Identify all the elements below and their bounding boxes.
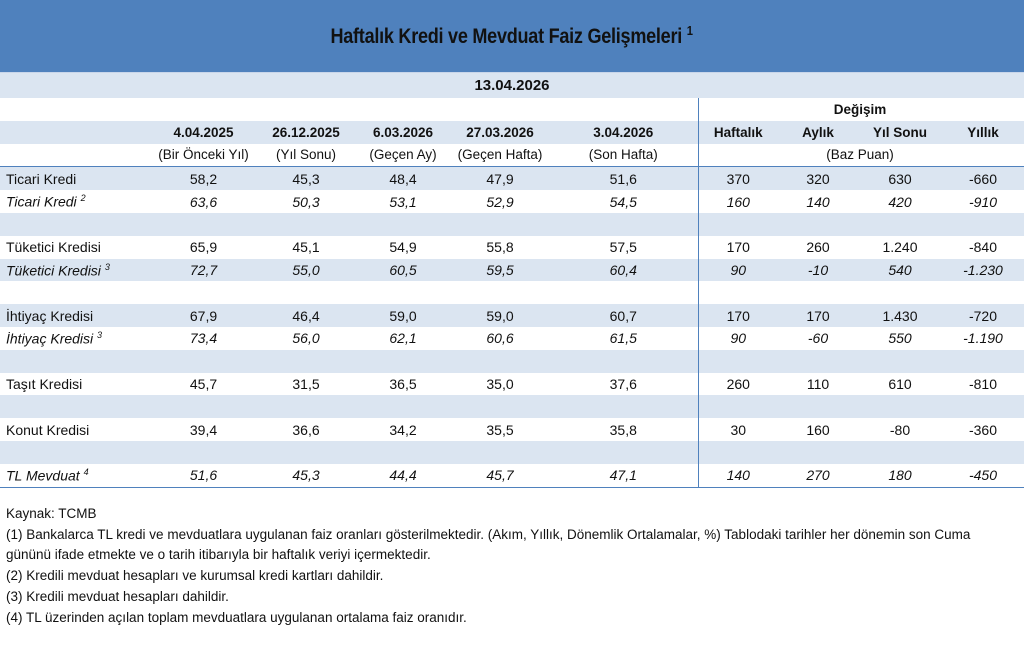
change-cell: 90 (698, 259, 778, 282)
change-cell: 170 (698, 304, 778, 327)
change-cell: 30 (698, 418, 778, 441)
row-label: İhtiyaç Kredisi (0, 304, 150, 327)
table-row (0, 167, 1024, 190)
change-cell: -80 (858, 418, 942, 441)
change-col-header: Aylık (778, 121, 858, 144)
change-cell: 170 (698, 236, 778, 259)
spacer-row (0, 213, 1024, 236)
change-cell: -450 (942, 464, 1024, 487)
rate-cell: 44,4 (355, 464, 451, 487)
col-period: (Geçen Ay) (355, 144, 451, 167)
change-cell: 90 (698, 327, 778, 350)
change-col-header: Yıllık (942, 121, 1024, 144)
rate-cell: 60,7 (549, 304, 698, 327)
change-cell: -360 (942, 418, 1024, 441)
rate-cell: 34,2 (355, 418, 451, 441)
col-period: (Yıl Sonu) (257, 144, 355, 167)
change-cell: 1.240 (858, 236, 942, 259)
change-cell: 140 (778, 190, 858, 213)
rate-cell: 48,4 (355, 167, 451, 190)
rate-cell: 47,9 (451, 167, 549, 190)
rate-cell: 54,5 (549, 190, 698, 213)
rate-cell: 51,6 (150, 464, 257, 487)
table-row (0, 304, 1024, 327)
rate-cell: 60,6 (451, 327, 549, 350)
change-cell: -1.190 (942, 327, 1024, 350)
table-row (0, 418, 1024, 441)
rate-cell: 45,3 (257, 464, 355, 487)
col-date: 3.04.2026 (549, 121, 698, 144)
table-row (0, 236, 1024, 259)
rate-cell: 45,7 (150, 373, 257, 396)
title-bar (0, 0, 1024, 73)
rate-cell: 54,9 (355, 236, 451, 259)
header-row-dates (0, 121, 1024, 144)
rate-cell: 53,1 (355, 190, 451, 213)
rate-cell: 55,8 (451, 236, 549, 259)
spacer-row (0, 441, 1024, 464)
rate-cell: 65,9 (150, 236, 257, 259)
change-cell: 1.430 (858, 304, 942, 327)
change-cell: 160 (698, 190, 778, 213)
change-cell: -660 (942, 167, 1024, 190)
table-row (0, 259, 1024, 282)
spacer-row (0, 281, 1024, 304)
col-date: 4.04.2025 (150, 121, 257, 144)
row-label: İhtiyaç Kredisi $^3$ (0, 327, 150, 350)
change-cell: -10 (778, 259, 858, 282)
change-group-label: Değişim (778, 98, 942, 121)
rate-cell: 31,5 (257, 373, 355, 396)
rate-cell: 36,6 (257, 418, 355, 441)
change-cell: 160 (778, 418, 858, 441)
rate-cell: 72,7 (150, 259, 257, 282)
rate-cell: 52,9 (451, 190, 549, 213)
footnotes (0, 488, 1024, 628)
base-points-label: (Baz Puan) (778, 144, 942, 167)
col-date: 27.03.2026 (451, 121, 549, 144)
rate-cell: 46,4 (257, 304, 355, 327)
change-cell: -910 (942, 190, 1024, 213)
change-cell: 170 (778, 304, 858, 327)
spacer-row (0, 395, 1024, 418)
change-cell: 320 (778, 167, 858, 190)
rate-cell: 36,5 (355, 373, 451, 396)
change-cell: 140 (698, 464, 778, 487)
row-label: TL Mevduat $^4$ (0, 464, 150, 487)
rate-cell: 59,0 (451, 304, 549, 327)
change-cell: 110 (778, 373, 858, 396)
change-cell: -840 (942, 236, 1024, 259)
change-cell: -810 (942, 373, 1024, 396)
change-cell: -1.230 (942, 259, 1024, 282)
rate-cell: 47,1 (549, 464, 698, 487)
spacer-row (0, 350, 1024, 373)
change-cell: 260 (698, 373, 778, 396)
rate-cell: 45,3 (257, 167, 355, 190)
col-period: (Bir Önceki Yıl) (150, 144, 257, 167)
rate-cell: 61,5 (549, 327, 698, 350)
header-row-group (0, 98, 1024, 121)
row-label: Tüketici Kredisi $^3$ (0, 259, 150, 282)
footnote-1: (1) Bankalarca TL kredi ve mevduatlara uygulanan faiz oranları gösterilmektedir. (Akım, Yıllık, Dönemlik Ortalamalar, %) Tablodaki tarihler her dönemin son Cuma gününü ifade etmekte ve o tarih itibarıyla bir haftalık veriyi içermektedir. (6, 526, 971, 562)
change-cell: 550 (858, 327, 942, 350)
change-cell: -720 (942, 304, 1024, 327)
change-cell: 270 (778, 464, 858, 487)
change-cell: 370 (698, 167, 778, 190)
rate-cell: 39,4 (150, 418, 257, 441)
rate-cell: 45,7 (451, 464, 549, 487)
rate-cell: 45,1 (257, 236, 355, 259)
change-cell: 180 (858, 464, 942, 487)
rate-cell: 35,8 (549, 418, 698, 441)
table-row (0, 373, 1024, 396)
rate-cell: 57,5 (549, 236, 698, 259)
change-cell: 630 (858, 167, 942, 190)
rate-cell: 56,0 (257, 327, 355, 350)
interest-rate-table (0, 98, 1024, 488)
change-cell: 540 (858, 259, 942, 282)
col-period: (Son Hafta) (549, 144, 698, 167)
header-row-periods (0, 144, 1024, 167)
change-col-header: Haftalık (698, 121, 778, 144)
rate-cell: 63,6 (150, 190, 257, 213)
change-col-header: Yıl Sonu (858, 121, 942, 144)
rate-cell: 50,3 (257, 190, 355, 213)
rate-cell: 59,0 (355, 304, 451, 327)
change-cell: 610 (858, 373, 942, 396)
rate-cell: 35,5 (451, 418, 549, 441)
table-row (0, 190, 1024, 213)
rate-cell: 60,5 (355, 259, 451, 282)
change-cell: -60 (778, 327, 858, 350)
rate-cell: 62,1 (355, 327, 451, 350)
footnote-4: (4) TL üzerinden açılan toplam mevduatlara uygulanan ortalama faiz oranıdır. (6, 609, 467, 625)
change-cell: 420 (858, 190, 942, 213)
report-date: 13.04.2026 (0, 73, 1024, 98)
footnote-2: (2) Kredili mevduat hesapları ve kurumsal kredi kartları dahildir. (6, 567, 384, 583)
col-period: (Geçen Hafta) (451, 144, 549, 167)
row-label: Konut Kredisi (0, 418, 150, 441)
col-date: 6.03.2026 (355, 121, 451, 144)
col-date: 26.12.2025 (257, 121, 355, 144)
rate-cell: 35,0 (451, 373, 549, 396)
rate-cell: 51,6 (549, 167, 698, 190)
source-note: Kaynak: TCMB (6, 505, 97, 521)
rate-cell: 58,2 (150, 167, 257, 190)
page-title: Haftalık Kredi ve Mevduat Faiz Gelişmeleri $^1$ (330, 23, 694, 48)
rate-cell: 37,6 (549, 373, 698, 396)
row-label: Tüketici Kredisi (0, 236, 150, 259)
rate-cell: 73,4 (150, 327, 257, 350)
rate-cell: 55,0 (257, 259, 355, 282)
rate-cell: 67,9 (150, 304, 257, 327)
change-cell: 260 (778, 236, 858, 259)
table-row (0, 327, 1024, 350)
row-label: Ticari Kredi $^2$ (0, 190, 150, 213)
rate-cell: 60,4 (549, 259, 698, 282)
row-label: Taşıt Kredisi (0, 373, 150, 396)
table-row (0, 464, 1024, 487)
row-label: Ticari Kredi (0, 167, 150, 190)
footnote-3: (3) Kredili mevduat hesapları dahildir. (6, 588, 229, 604)
rate-cell: 59,5 (451, 259, 549, 282)
